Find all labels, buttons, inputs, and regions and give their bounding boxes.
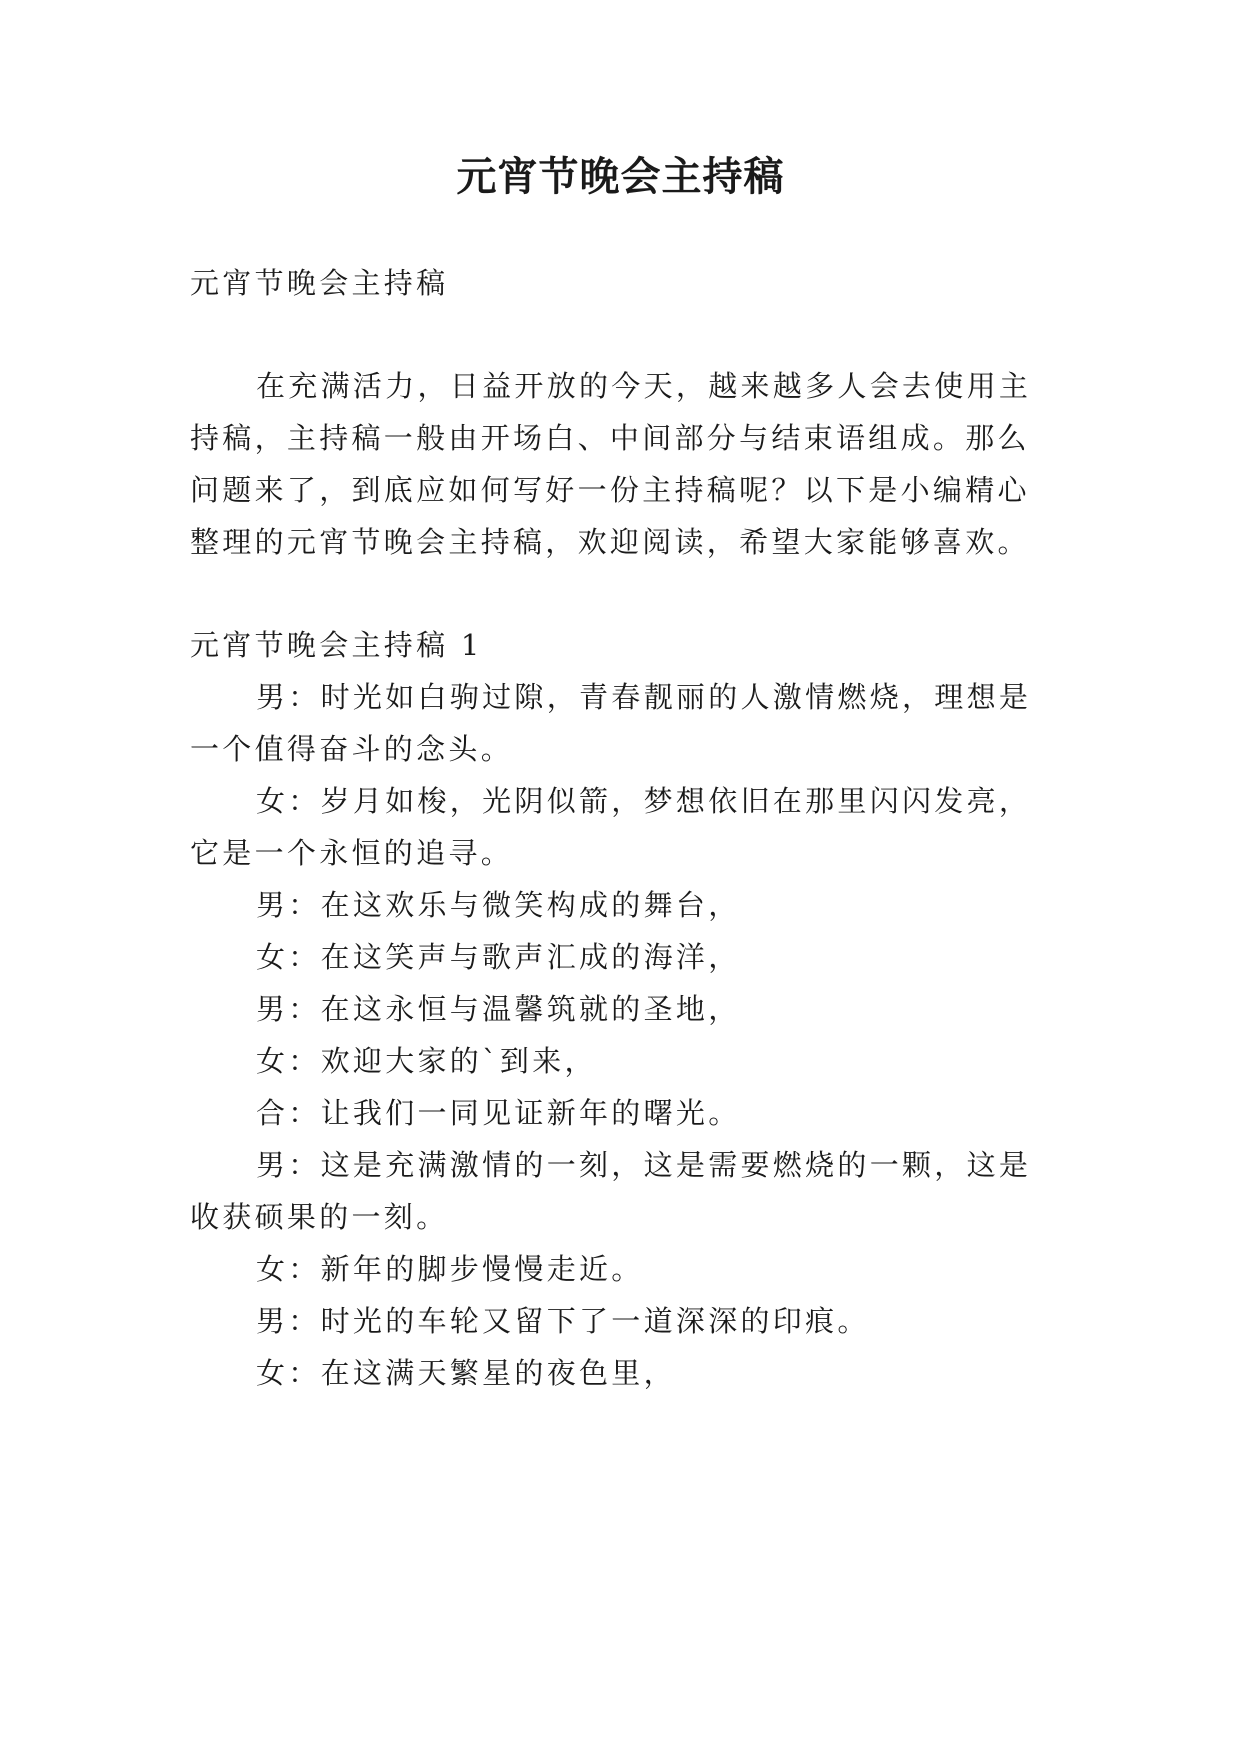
script-line: 男：在这欢乐与微笑构成的舞台， [256, 888, 741, 922]
script-line: 男：这是充满激情的一刻，这是需要燃烧的一颗，这是 [256, 1148, 1032, 1182]
script-line: 女：在这满天繁星的夜色里， [256, 1356, 676, 1390]
section-heading: 元宵节晚会主持稿 1 [190, 628, 483, 662]
script-line: 女：欢迎大家的`到来， [256, 1044, 597, 1078]
script-line: 它是一个永恒的追寻。 [190, 836, 514, 870]
intro-line-4: 整理的元宵节晚会主持稿，欢迎阅读，希望大家能够喜欢。 [190, 525, 1030, 559]
script-line: 男：时光的车轮又留下了一道深深的印痕。 [256, 1304, 870, 1338]
document-subtitle: 元宵节晚会主持稿 [190, 266, 449, 300]
script-line: 一个值得奋斗的念头。 [190, 732, 514, 766]
document-title: 元宵节晚会主持稿 [456, 153, 785, 200]
intro-line-3: 问题来了，到底应如何写好一份主持稿呢？以下是小编精心 [190, 473, 1030, 507]
script-line: 女：在这笑声与歌声汇成的海洋， [256, 940, 741, 974]
script-line: 收获硕果的一刻。 [190, 1200, 449, 1234]
script-line: 女：岁月如梭，光阴似箭，梦想依旧在那里闪闪发亮， [256, 784, 1032, 818]
intro-line-1: 在充满活力，日益开放的今天，越来越多人会去使用主 [256, 369, 1032, 403]
intro-line-2: 持稿，主持稿一般由开场白、中间部分与结束语组成。那么 [190, 421, 1030, 455]
script-line: 男：在这永恒与温馨筑就的圣地， [256, 992, 741, 1026]
script-line: 女：新年的脚步慢慢走近。 [256, 1252, 644, 1286]
script-line: 合：让我们一同见证新年的曙光。 [256, 1096, 741, 1130]
script-line: 男：时光如白驹过隙，青春靓丽的人激情燃烧，理想是 [256, 680, 1032, 714]
